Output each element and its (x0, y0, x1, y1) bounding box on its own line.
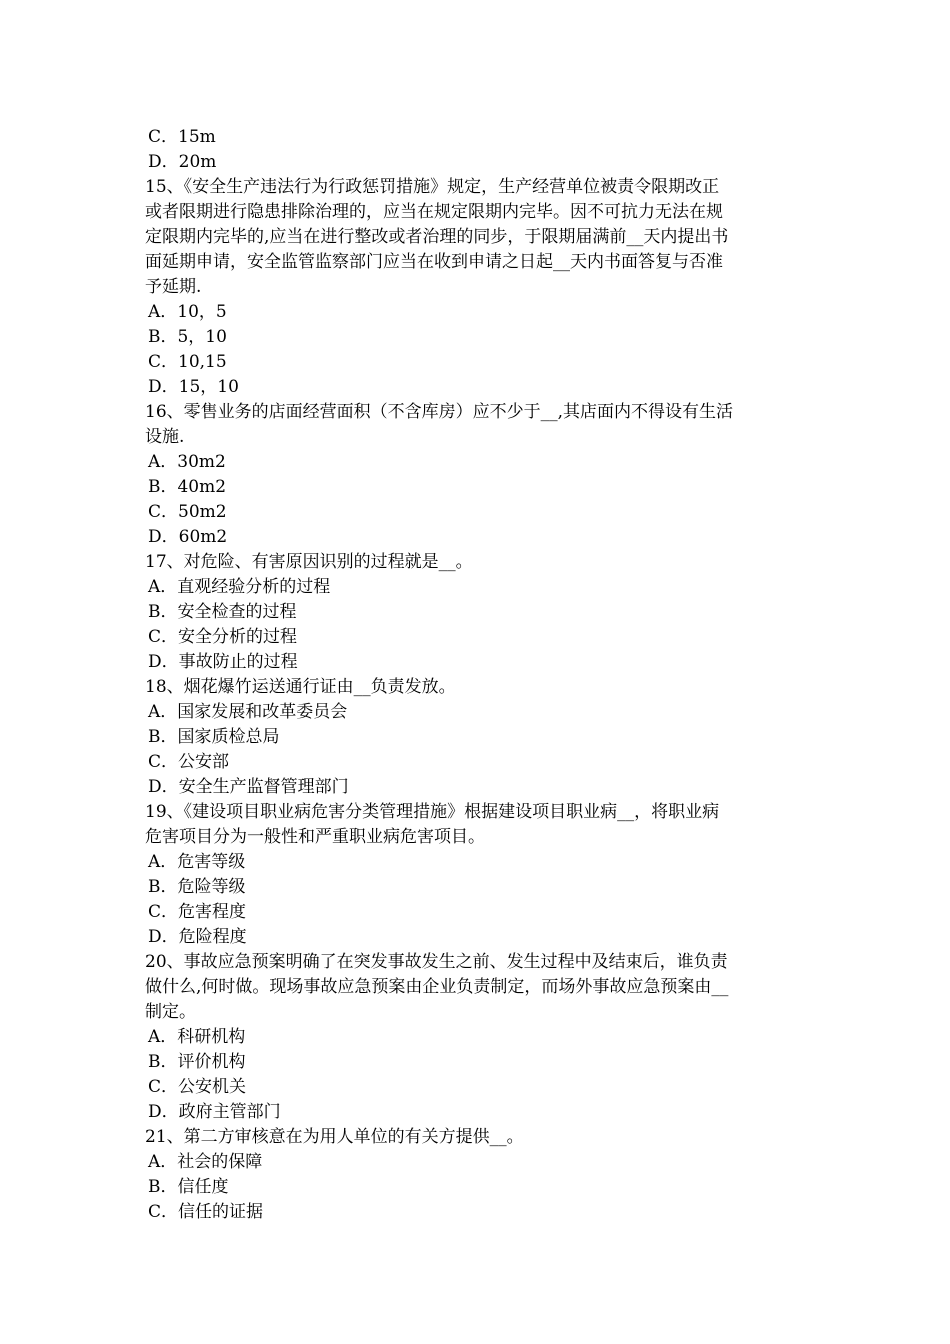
answer-option-line: B．5，10 (148, 327, 227, 347)
answer-option-line: C．公安机关 (148, 1077, 247, 1097)
answer-option-line: A．30m2 (148, 452, 226, 472)
answer-option-line: C．10,15 (148, 352, 227, 372)
question-text-line: 或者限期进行隐患排除治理的，应当在规定限期内完毕。因不可抗力无法在规 (145, 202, 723, 222)
answer-option-line: B．40m2 (148, 477, 227, 497)
answer-option-line: D．20m (148, 152, 217, 172)
answer-option-line: D．政府主管部门 (148, 1102, 281, 1122)
question-text-line: 予延期. (145, 277, 202, 297)
question-text-line: 危害项目分为一般性和严重职业病危害项目。 (145, 827, 485, 847)
answer-option-line: C．危害程度 (148, 902, 247, 922)
answer-option-line: D．事故防止的过程 (148, 652, 298, 672)
question-text-line: 17、对危险、有害原因识别的过程就是__。 (145, 552, 473, 572)
answer-option-line: A．社会的保障 (148, 1152, 263, 1172)
document-body (145, 125, 810, 1225)
answer-option-line: C．15m (148, 127, 216, 147)
question-text-line: 15、《安全生产违法行为行政惩罚措施》规定，生产经营单位被责令限期改正 (145, 177, 720, 197)
question-text-line: 20、事故应急预案明确了在突发事故发生之前、发生过程中及结束后，谁负责 (145, 952, 728, 972)
answer-option-line: B．信任度 (148, 1177, 229, 1197)
question-text-line: 做什么,何时做。现场事故应急预案由企业负责制定，而场外事故应急预案由__ (145, 977, 729, 997)
answer-option-line: B．危险等级 (148, 877, 246, 897)
answer-option-line: C．信任的证据 (148, 1202, 264, 1222)
answer-option-line: D．危险程度 (148, 927, 247, 947)
answer-option-line: B．安全检查的过程 (148, 602, 297, 622)
answer-option-line: D．60m2 (148, 527, 228, 547)
question-text-line: 定限期内完毕的,应当在进行整改或者治理的同步，于限期届满前__天内提出书 (145, 227, 729, 247)
answer-option-line: C．50m2 (148, 502, 227, 522)
answer-option-line: A．国家发展和改革委员会 (148, 702, 348, 722)
answer-option-line: B．国家质检总局 (148, 727, 280, 747)
answer-option-line: D．安全生产监督管理部门 (148, 777, 349, 797)
answer-option-line: A．直观经验分析的过程 (148, 577, 331, 597)
question-text-line: 面延期申请，安全监管监察部门应当在收到申请之日起__天内书面答复与否准 (145, 252, 723, 272)
answer-option-line: C．公安部 (148, 752, 230, 772)
question-text-line: 18、烟花爆竹运送通行证由__负责发放。 (145, 677, 456, 697)
question-text-line: 19、《建设项目职业病危害分类管理措施》根据建设项目职业病__，将职业病 (145, 802, 720, 822)
question-text-line: 21、第二方审核意在为用人单位的有关方提供__。 (145, 1127, 524, 1147)
question-text-line: 16、零售业务的店面经营面积（不含库房）应不少于__,其店面内不得设有生活 (145, 402, 734, 422)
answer-option-line: C．安全分析的过程 (148, 627, 298, 647)
answer-option-line: A．科研机构 (148, 1027, 246, 1047)
answer-option-line: D．15，10 (148, 377, 239, 397)
answer-option-line: A．10，5 (148, 302, 227, 322)
question-text-line: 设施. (145, 427, 185, 447)
answer-option-line: A．危害等级 (148, 852, 246, 872)
answer-option-line: B．评价机构 (148, 1052, 246, 1072)
question-text-line: 制定。 (145, 1002, 196, 1022)
